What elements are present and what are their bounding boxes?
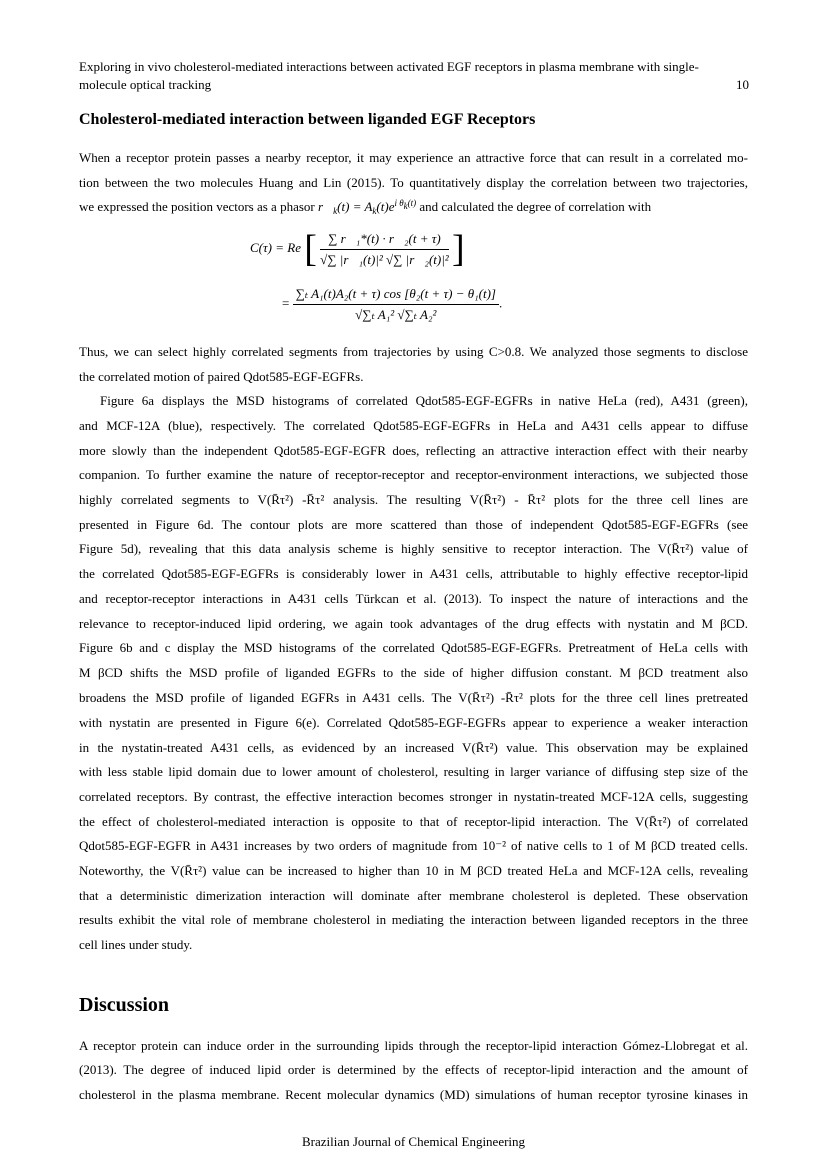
body-line: cholesterol in the plasma membrane. Recent molecular dynamics (MD) simulations of human receptor tyrosine kinases in [79, 1087, 748, 1102]
body-line: Figure 6a displays the MSD histograms of correlated Qdot585-EGF-EGFRs in native HeLa (red), A431 (green), [100, 393, 748, 408]
body-line: the effect of cholesterol-mediated interaction is opposite to that of receptor-lipid interaction. The V(R̄τ²) of correlated [79, 814, 748, 829]
body-line: with nystatin are presented in Figure 6(e). Correlated Qdot585-EGF-EGFRs appear to experience a weaker interaction [79, 715, 748, 730]
body-line: and receptor-receptor interactions in A431 cells Türkcan et al. (2013). To inspect the nature of interactions and the [79, 591, 748, 606]
body-line: A receptor protein can induce order in the surrounding lipids through the receptor-lipid interaction Gómez-Llobregat et al. [79, 1038, 748, 1053]
text-fragment: we expressed the position vectors as a phasor [79, 199, 318, 214]
body-line: that a deterministic dimerization interaction will dominate after membrane cholesterol is depleted. These observation [79, 888, 748, 903]
body-line: cell lines under study. [79, 937, 193, 952]
body-line: relevance to receptor-induced lipid ordering, we again took advantages of the drug effects with nystatin and M βCD. [79, 616, 748, 631]
body-line: companion. To further examine the nature of receptor-receptor and receptor-environment interactions, we subjected those [79, 467, 748, 482]
page-number: 10 [736, 77, 749, 92]
correlation-equation: C(τ) = Re [ $\frac{\text{∑ r⃗₁*(t) · r⃗₂(t + τ)}}{\text{√∑ |r⃗₁(t)|² √∑ |r⃗₂(t)|²}}$ ] = $\frac{\text{∑ₜ A₁(t)A₂(t + τ) cos [θ₂(t + τ) − θ₁(t)]}}{\text{√∑ₜ A₁² √∑ₜ A₂²}}$ . [250, 228, 503, 322]
left-bracket: [ [304, 228, 317, 270]
body-line: When a receptor protein passes a nearby receptor, it may experience an attractive force that can result in a correlated mo- [79, 150, 748, 165]
body-line: highly correlated segments to V(R̄τ²) -R̄τ² analysis. The resulting V(R̄τ²) - R̄τ² plots for the three cell lines are [79, 492, 748, 507]
body-line: the correlated motion of paired Qdot585-EGF-EGFRs. [79, 369, 364, 384]
right-bracket: ] [451, 228, 465, 270]
equation-lhs: C(τ) = Re [250, 239, 301, 255]
body-line: more slowly than the independent Qdot585-EGF-EGFR does, reflecting an attractive interaction effect with their nearby [79, 443, 748, 458]
body-line: correlated receptors. By contrast, the effective interaction becomes stronger in nystatin-treated MCF-12A cells, suggesting [79, 789, 748, 804]
body-line: tion between the two molecules Huang and Lin (2015). To quantitatively display the correlation between two trajectories, [79, 175, 748, 190]
body-line: broadens the MSD profile of liganded EGFRs in A431 cells. The V(R̄τ²) -R̄τ² plots for the three cell lines pretreated [79, 690, 748, 705]
phasor-math: $r⃗_k(t) = A_k(t)e^{i \theta_k(t)}$ [318, 198, 417, 216]
body-line [79, 199, 748, 215]
journal-footer: Brazilian Journal of Chemical Engineering [301, 1134, 526, 1149]
running-title: Exploring in vivo cholesterol-mediated interactions between activated EGF receptors in plasma membrane with single-molecule optical tracking [79, 59, 699, 92]
body-line: Qdot585-EGF-EGFR in A431 increases by two orders of magnitude from 10⁻² of native cells to 1 of M βCD treated cells. [79, 838, 748, 853]
text-fragment: and calculated the degree of correlation with [416, 199, 652, 214]
body-line: with less stable lipid domain due to lower amount of cholesterol, resulting in larger variance of diffusing step size of the [79, 764, 748, 779]
discussion-heading: Discussion [79, 994, 170, 1016]
body-line: (2013). The degree of induced lipid order is determined by the effects of receptor-lipid interaction and the amount of [79, 1062, 748, 1077]
body-line: Figure 6b and c display the MSD histograms of the correlated Qdot585-EGF-EGFRs. Pretreatment of HeLa cells with [79, 640, 748, 655]
running-header [79, 58, 749, 94]
body-line: Thus, we can select highly correlated segments from trajectories by using C>0.8. We analyzed those segments to disclose [79, 344, 748, 359]
fraction-2: $\frac{\text{∑ₜ A₁(t)A₂(t + τ) cos [θ₂(t + τ) − θ₁(t)]}}{\text{√∑ₜ A₁² √∑ₜ A₂²}}$ [293, 286, 499, 323]
body-line: and MCF-12A (blue), respectively. The correlated Qdot585-EGF-EGFRs in HeLa and A431 cells appear to diffuse [79, 418, 748, 433]
body-line: Figure 5d), revealing that this data analysis scheme is highly sensitive to receptor interaction. The V(R̄τ²) value of [79, 541, 748, 556]
body-line: Noteworthy, the V(R̄τ²) value can be increased to higher than 10 in M βCD treated HeLa and MCF-12A cells, revealing [79, 863, 748, 878]
equals-sign: = [282, 295, 290, 311]
body-line: presented in Figure 6d. The contour plots are more scattered than those of independent Qdot585-EGF-EGFRs (see [79, 517, 748, 532]
body-line: in the nystatin-treated A431 cells, as evidenced by an increased V(R̄τ²) value. This observation may be explained [79, 740, 748, 755]
body-line: the correlated Qdot585-EGF-EGFRs is considerably lower in A431 cells, attributable to highly effective receptor-lipid [79, 566, 748, 581]
section-heading: Cholesterol-mediated interaction between liganded EGF Receptors [79, 111, 536, 128]
fraction-1: $\frac{\text{∑ r⃗₁*(t) · r⃗₂(t + τ)}}{\text{√∑ |r⃗₁(t)|² √∑ |r⃗₂(t)|²}}$ [320, 230, 449, 267]
body-line: results exhibit the vital role of membrane cholesterol in mediating the interaction between liganded receptors in the three [79, 912, 748, 927]
body-line: M βCD shifts the MSD profile of liganded EGFRs to the side of higher diffusion constant. M βCD treatment also [79, 665, 748, 680]
